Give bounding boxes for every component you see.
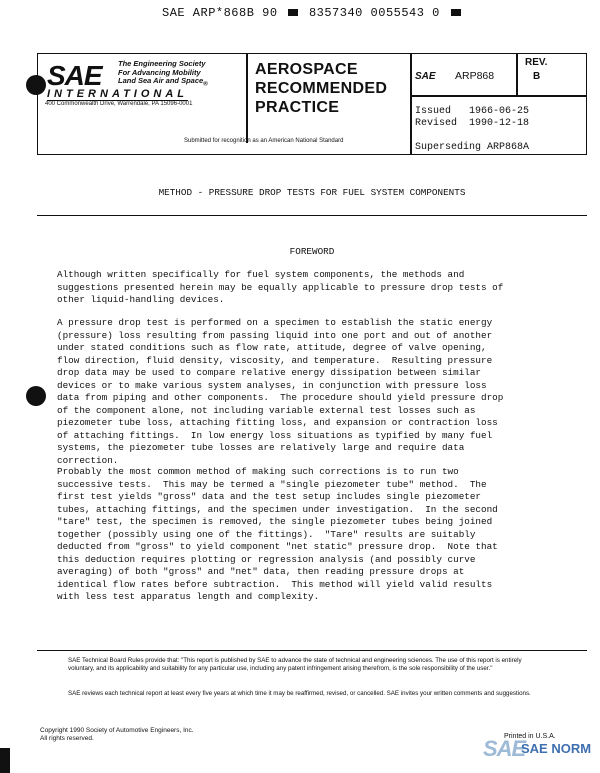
logo-international: INTERNATIONAL (47, 88, 189, 100)
copyright-line: Copyright 1990 Society of Automotive Engineers, Inc. (40, 727, 194, 734)
foreword-heading: FOREWORD (289, 246, 335, 257)
board-rules-note: SAE Technical Board Rules provide that: "This report is published by SAE to advance the state of technical and engineering sciences. The use of this report is entirely voluntary, and its applicability and suitability for any particular use, including any patent infringement arising therefrom, is the sole responsibility of the user." (68, 657, 522, 672)
document-title: METHOD - PRESSURE DROP TESTS FOR FUEL SYSTEM COMPONENTS (158, 187, 466, 198)
doc-type-line: RECOMMENDED (255, 80, 388, 97)
logo-tagline-line: For Advancing Mobility (118, 67, 201, 77)
doc-type-line: PRACTICE (255, 99, 340, 116)
issue-dates (415, 106, 529, 130)
watermark-norm: SAE NORM (521, 741, 592, 756)
revised-date: Revised 1990-12-18 (415, 118, 530, 129)
redaction-block (451, 9, 461, 16)
title-rule (37, 215, 587, 216)
scan-edge-mark (0, 748, 10, 773)
header-divider (410, 95, 587, 97)
sae-address: 400 Commonwealth Drive, Warrendale, PA 15096-0001 (45, 101, 193, 107)
paragraph: Probably the most common method of making such corrections is to run two successive tests. This may be termed a "single piezometer tube" method. The first test yields "gross" data and the test setup includes single piezometer tubes, attaching fittings, and the specimen under investigation. In the second "tare" test, the specimen is removed, the single piezometer tubes being joined together (possibly using one of the fittings). "Tare" results are suitably deducted from "gross" to yield component "net static" pressure drop. Note that this deduction requires plotting or regression analysis (and possibly curve averaging) of both "gross" and "net" data, then reading pressure drops at identical flow rates before subtraction. This method will yield valid results with less test apparatus length and complexity. (57, 466, 498, 602)
binder-hole (26, 386, 46, 406)
scan-code-a: SAE ARP*868B 90 (162, 6, 278, 20)
paragraph: A pressure drop test is performed on a specimen to establish the static energy (pressure) loss resulting from passing liquid into one port and out of another under stated conditions such as flow rate, attitude, degree of valve opening, flow direction, fluid density, viscosity, and temperature. Resulting pressure drop data may be used to compare relative energy dissipation between similar devices or to make various system analyses, in conjunction with pressure loss data from piping and other components. The procedure should yield pressure drop of the component alone, not including variable external test losses such as piezometer tube loss, attaching fitting loss, and expansion or contraction loss of attaching fittings. In low energy loss situations as typified by many fuel systems, the piezometer tube losses are relatively large and require data correction. (57, 317, 504, 466)
watermark-sae-logo: SAE (483, 736, 526, 761)
printed-in: Printed in U.S.A. (504, 733, 556, 740)
sae-small-logo: SAE (415, 71, 436, 82)
logo-tagline-line: Land Sea Air and Space$_®$ (118, 76, 208, 88)
copyright-line: All rights reserved. (40, 734, 94, 742)
scan-code-b: 8357340 0055543 0 (308, 6, 440, 20)
header-divider (516, 53, 518, 95)
doc-type-line: AEROSPACE (255, 61, 358, 78)
registered-mark: ® (203, 80, 208, 88)
rev-value: B (533, 71, 541, 82)
sae-logo: SAE (47, 60, 102, 91)
review-note: SAE reviews each technical report at least every five years at which time it may be reaffirmed, revised, or cancelled. SAE invites your written comments and suggestions. (68, 690, 531, 697)
footer-rule (37, 650, 587, 651)
paragraph: Although written specifically for fuel system components, the methods and suggestions presented herein may be equally applicable to pressure drop tests of other liquid-handling devices. (57, 269, 504, 305)
redaction-block (288, 9, 298, 16)
document-number: ARP868 (455, 70, 495, 82)
header-divider (410, 53, 412, 155)
rev-label: REV. (525, 57, 548, 68)
submitted-note: Submitted for recognition as an American National Standard (184, 138, 344, 144)
logo-tagline (118, 60, 208, 89)
scan-header (162, 6, 464, 20)
superseding: Superseding ARP868A (415, 142, 530, 153)
copyright (40, 727, 194, 743)
doc-type (255, 60, 387, 117)
issued-date: Issued 1966-06-25 (415, 106, 530, 117)
logo-tagline-line: The Engineering Society (118, 59, 206, 68)
header-divider (246, 53, 248, 143)
